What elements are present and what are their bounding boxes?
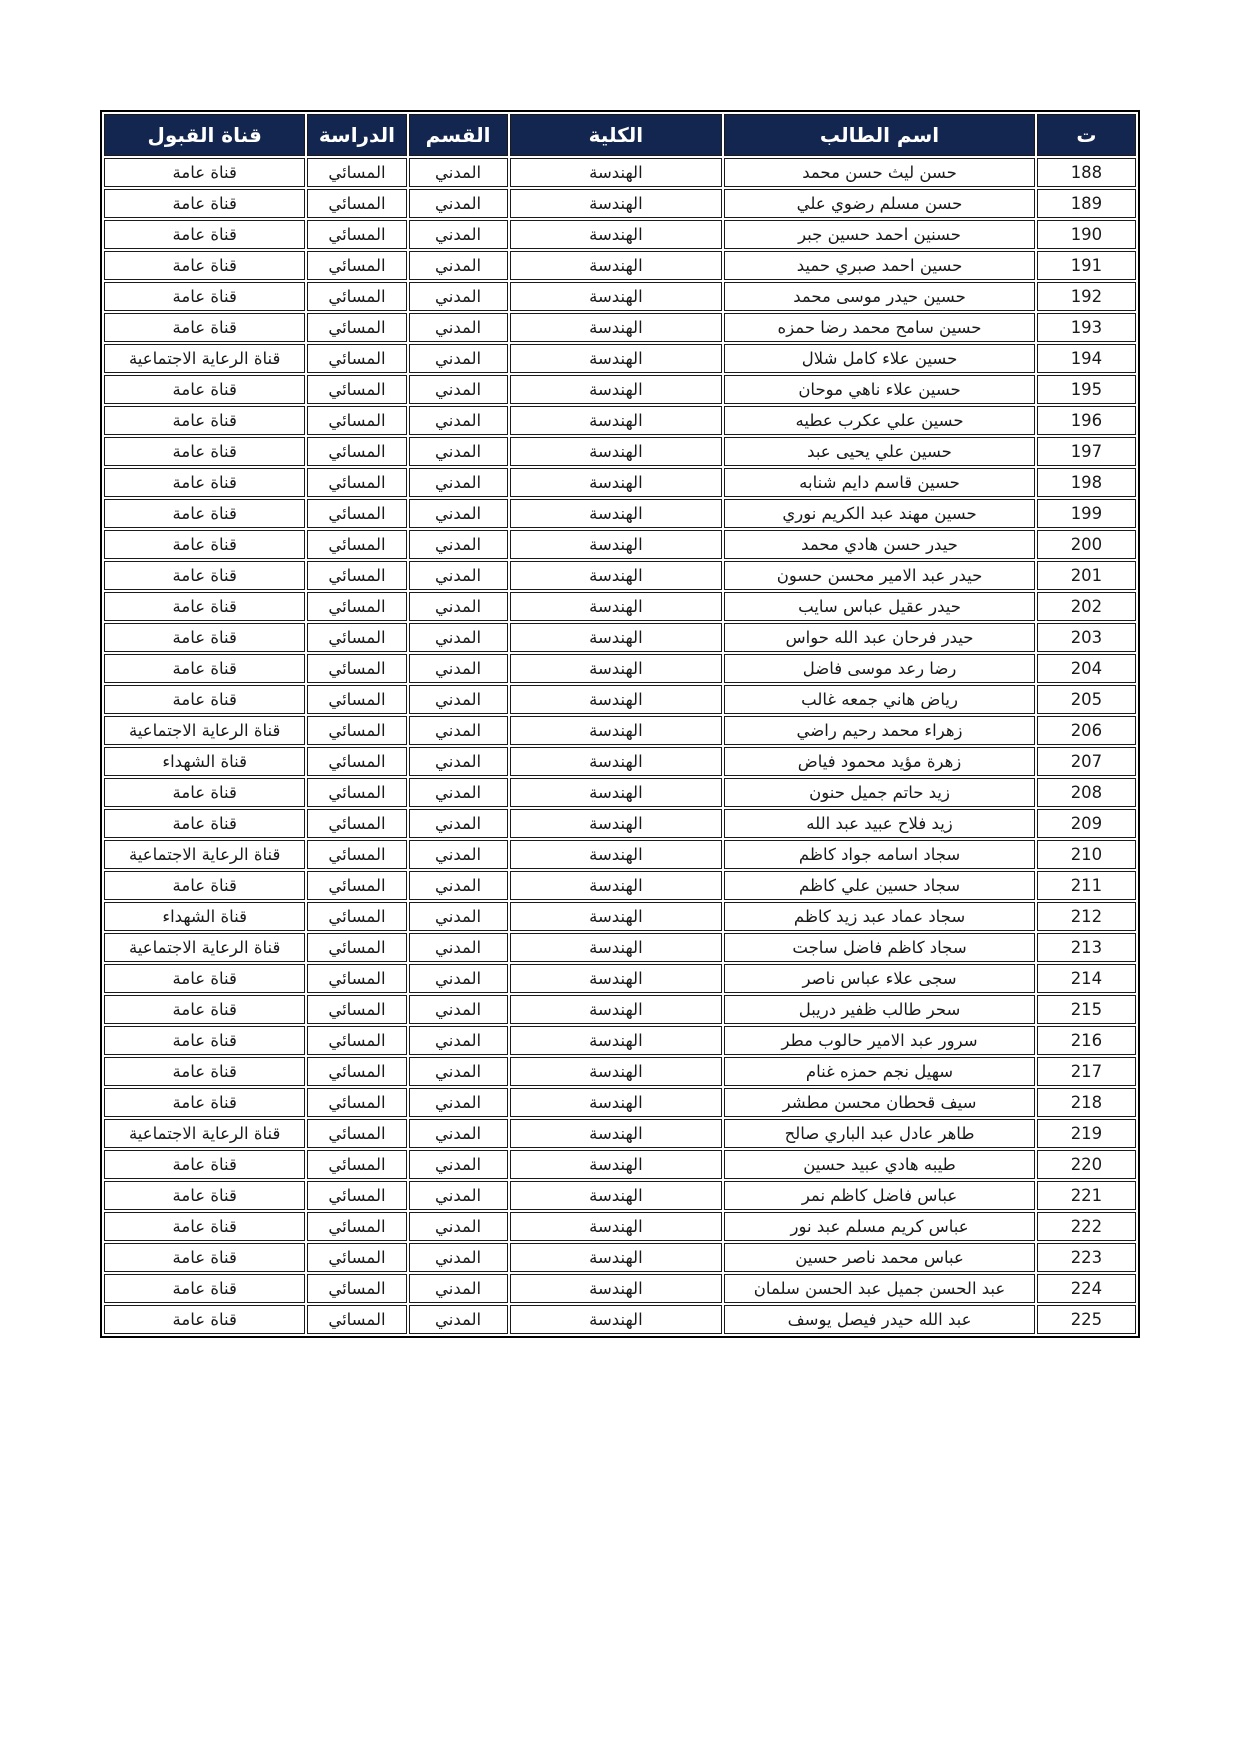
cell-name: عباس محمد ناصر حسين — [724, 1243, 1035, 1272]
header-college: الكلية — [510, 114, 723, 156]
cell-college: الهندسة — [510, 1150, 723, 1179]
table-row — [104, 282, 1136, 311]
cell-department: المدني — [409, 1057, 508, 1086]
cell-study: المسائي — [307, 375, 406, 404]
cell-index: 191 — [1037, 251, 1136, 280]
header-student-name: اسم الطالب — [724, 114, 1035, 156]
cell-college: الهندسة — [510, 933, 723, 962]
cell-name: رضا رعد موسى فاضل — [724, 654, 1035, 683]
cell-study: المسائي — [307, 809, 406, 838]
cell-college: الهندسة — [510, 189, 723, 218]
cell-study: المسائي — [307, 1305, 406, 1334]
cell-study: المسائي — [307, 902, 406, 931]
cell-college: الهندسة — [510, 871, 723, 900]
cell-department: المدني — [409, 685, 508, 714]
cell-channel: قناة عامة — [104, 685, 305, 714]
cell-index: 221 — [1037, 1181, 1136, 1210]
cell-name: حيدر عبد الامير محسن حسون — [724, 561, 1035, 590]
table-row — [104, 406, 1136, 435]
cell-name: عبد الله حيدر فيصل يوسف — [724, 1305, 1035, 1334]
cell-index: 197 — [1037, 437, 1136, 466]
cell-department: المدني — [409, 1243, 508, 1272]
cell-college: الهندسة — [510, 1026, 723, 1055]
cell-index: 211 — [1037, 871, 1136, 900]
cell-channel: قناة عامة — [104, 158, 305, 187]
cell-study: المسائي — [307, 995, 406, 1024]
cell-channel: قناة عامة — [104, 1181, 305, 1210]
cell-study: المسائي — [307, 344, 406, 373]
cell-college: الهندسة — [510, 840, 723, 869]
cell-name: طيبه هادي عبيد حسين — [724, 1150, 1035, 1179]
cell-study: المسائي — [307, 871, 406, 900]
cell-college: الهندسة — [510, 344, 723, 373]
cell-channel: قناة عامة — [104, 1243, 305, 1272]
header-admission-channel: قناة القبول — [104, 114, 305, 156]
cell-name: سهيل نجم حمزه غنام — [724, 1057, 1035, 1086]
cell-channel: قناة عامة — [104, 375, 305, 404]
cell-department: المدني — [409, 1026, 508, 1055]
table-row — [104, 344, 1136, 373]
cell-study: المسائي — [307, 1057, 406, 1086]
cell-college: الهندسة — [510, 685, 723, 714]
cell-index: 213 — [1037, 933, 1136, 962]
cell-name: حسين سامح محمد رضا حمزه — [724, 313, 1035, 342]
cell-college: الهندسة — [510, 592, 723, 621]
table-row — [104, 809, 1136, 838]
cell-name: حسين علاء ناهي موحان — [724, 375, 1035, 404]
cell-name: سيف قحطان محسن مطشر — [724, 1088, 1035, 1117]
cell-study: المسائي — [307, 1243, 406, 1272]
cell-study: المسائي — [307, 685, 406, 714]
cell-channel: قناة عامة — [104, 654, 305, 683]
cell-channel: قناة عامة — [104, 871, 305, 900]
cell-college: الهندسة — [510, 1088, 723, 1117]
table-body — [104, 158, 1136, 1334]
table-row — [104, 747, 1136, 776]
cell-department: المدني — [409, 1088, 508, 1117]
cell-name: حسنين احمد حسين جبر — [724, 220, 1035, 249]
cell-college: الهندسة — [510, 809, 723, 838]
cell-department: المدني — [409, 406, 508, 435]
table-row — [104, 1305, 1136, 1334]
cell-name: سجاد كاظم فاضل ساجت — [724, 933, 1035, 962]
table-row — [104, 1212, 1136, 1241]
cell-department: المدني — [409, 964, 508, 993]
table-row — [104, 933, 1136, 962]
table-row — [104, 592, 1136, 621]
cell-college: الهندسة — [510, 716, 723, 745]
cell-department: المدني — [409, 778, 508, 807]
cell-department: المدني — [409, 654, 508, 683]
cell-department: المدني — [409, 375, 508, 404]
cell-name: سجاد عماد عبد زيد كاظم — [724, 902, 1035, 931]
cell-department: المدني — [409, 933, 508, 962]
cell-channel: قناة الشهداء — [104, 747, 305, 776]
table-row — [104, 1088, 1136, 1117]
cell-department: المدني — [409, 344, 508, 373]
cell-index: 220 — [1037, 1150, 1136, 1179]
cell-study: المسائي — [307, 623, 406, 652]
cell-index: 217 — [1037, 1057, 1136, 1086]
cell-name: سجاد حسين علي كاظم — [724, 871, 1035, 900]
cell-index: 192 — [1037, 282, 1136, 311]
cell-department: المدني — [409, 716, 508, 745]
cell-index: 207 — [1037, 747, 1136, 776]
cell-name: سجاد اسامه جواد كاظم — [724, 840, 1035, 869]
table-row — [104, 778, 1136, 807]
cell-study: المسائي — [307, 933, 406, 962]
cell-study: المسائي — [307, 437, 406, 466]
cell-channel: قناة عامة — [104, 561, 305, 590]
cell-college: الهندسة — [510, 747, 723, 776]
cell-department: المدني — [409, 1274, 508, 1303]
cell-name: حسين قاسم دايم شنابه — [724, 468, 1035, 497]
cell-department: المدني — [409, 1181, 508, 1210]
table-row — [104, 561, 1136, 590]
cell-college: الهندسة — [510, 375, 723, 404]
table-row — [104, 158, 1136, 187]
cell-department: المدني — [409, 809, 508, 838]
cell-channel: قناة عامة — [104, 778, 305, 807]
cell-channel: قناة عامة — [104, 1026, 305, 1055]
cell-name: حسين علي يحيى عبد — [724, 437, 1035, 466]
cell-department: المدني — [409, 158, 508, 187]
cell-college: الهندسة — [510, 313, 723, 342]
cell-department: المدني — [409, 747, 508, 776]
cell-channel: قناة عامة — [104, 313, 305, 342]
cell-department: المدني — [409, 220, 508, 249]
cell-department: المدني — [409, 251, 508, 280]
header-index: ت — [1037, 114, 1136, 156]
cell-college: الهندسة — [510, 1119, 723, 1148]
table-row — [104, 995, 1136, 1024]
cell-channel: قناة عامة — [104, 1057, 305, 1086]
cell-index: 214 — [1037, 964, 1136, 993]
cell-channel: قناة الرعاية الاجتماعية — [104, 344, 305, 373]
cell-department: المدني — [409, 499, 508, 528]
cell-college: الهندسة — [510, 964, 723, 993]
cell-channel: قناة الرعاية الاجتماعية — [104, 716, 305, 745]
cell-study: المسائي — [307, 406, 406, 435]
cell-study: المسائي — [307, 1274, 406, 1303]
cell-study: المسائي — [307, 1181, 406, 1210]
cell-study: المسائي — [307, 251, 406, 280]
table-row — [104, 499, 1136, 528]
table-row — [104, 716, 1136, 745]
cell-study: المسائي — [307, 964, 406, 993]
cell-name: سجى علاء عباس ناصر — [724, 964, 1035, 993]
table-row — [104, 964, 1136, 993]
cell-index: 202 — [1037, 592, 1136, 621]
cell-name: زيد فلاح عبيد عبد الله — [724, 809, 1035, 838]
cell-channel: قناة عامة — [104, 406, 305, 435]
cell-college: الهندسة — [510, 778, 723, 807]
cell-index: 188 — [1037, 158, 1136, 187]
cell-name: زهراء محمد رحيم راضي — [724, 716, 1035, 745]
table-row — [104, 902, 1136, 931]
cell-name: حيدر حسن هادي محمد — [724, 530, 1035, 559]
cell-college: الهندسة — [510, 220, 723, 249]
cell-channel: قناة عامة — [104, 220, 305, 249]
cell-name: حسين علي عكرب عطيه — [724, 406, 1035, 435]
cell-study: المسائي — [307, 499, 406, 528]
cell-index: 200 — [1037, 530, 1136, 559]
cell-name: سرور عبد الامير حالوب مطر — [724, 1026, 1035, 1055]
cell-college: الهندسة — [510, 251, 723, 280]
header-study: الدراسة — [307, 114, 406, 156]
cell-index: 215 — [1037, 995, 1136, 1024]
table-row — [104, 1274, 1136, 1303]
cell-department: المدني — [409, 1150, 508, 1179]
table-row — [104, 840, 1136, 869]
cell-college: الهندسة — [510, 282, 723, 311]
table-row — [104, 251, 1136, 280]
cell-index: 194 — [1037, 344, 1136, 373]
table-header — [104, 114, 1136, 156]
cell-channel: قناة الرعاية الاجتماعية — [104, 933, 305, 962]
cell-college: الهندسة — [510, 995, 723, 1024]
cell-department: المدني — [409, 1305, 508, 1334]
cell-channel: قناة عامة — [104, 1212, 305, 1241]
cell-department: المدني — [409, 1119, 508, 1148]
cell-channel: قناة عامة — [104, 995, 305, 1024]
cell-study: المسائي — [307, 778, 406, 807]
cell-study: المسائي — [307, 530, 406, 559]
cell-name: سحر طالب ظفير دريبل — [724, 995, 1035, 1024]
cell-index: 204 — [1037, 654, 1136, 683]
cell-index: 198 — [1037, 468, 1136, 497]
cell-study: المسائي — [307, 747, 406, 776]
cell-department: المدني — [409, 995, 508, 1024]
cell-name: حسين علاء كامل شلال — [724, 344, 1035, 373]
cell-study: المسائي — [307, 1150, 406, 1179]
cell-index: 212 — [1037, 902, 1136, 931]
cell-channel: قناة عامة — [104, 282, 305, 311]
cell-name: حيدر فرحان عبد الله حواس — [724, 623, 1035, 652]
cell-index: 195 — [1037, 375, 1136, 404]
cell-index: 224 — [1037, 1274, 1136, 1303]
cell-index: 208 — [1037, 778, 1136, 807]
cell-study: المسائي — [307, 592, 406, 621]
cell-department: المدني — [409, 530, 508, 559]
header-row — [104, 114, 1136, 156]
cell-study: المسائي — [307, 313, 406, 342]
cell-department: المدني — [409, 592, 508, 621]
cell-department: المدني — [409, 561, 508, 590]
students-table-wrapper — [100, 110, 1140, 1338]
cell-college: الهندسة — [510, 499, 723, 528]
cell-channel: قناة عامة — [104, 623, 305, 652]
cell-name: حسين مهند عبد الكريم نوري — [724, 499, 1035, 528]
cell-channel: قناة عامة — [104, 468, 305, 497]
cell-college: الهندسة — [510, 623, 723, 652]
students-table — [100, 110, 1140, 1338]
cell-college: الهندسة — [510, 1212, 723, 1241]
cell-name: رياض هاني جمعه غالب — [724, 685, 1035, 714]
table-row — [104, 685, 1136, 714]
table-row — [104, 375, 1136, 404]
cell-college: الهندسة — [510, 1057, 723, 1086]
cell-channel: قناة عامة — [104, 964, 305, 993]
cell-college: الهندسة — [510, 654, 723, 683]
cell-department: المدني — [409, 282, 508, 311]
cell-index: 199 — [1037, 499, 1136, 528]
cell-index: 222 — [1037, 1212, 1136, 1241]
table-row — [104, 1243, 1136, 1272]
cell-index: 210 — [1037, 840, 1136, 869]
cell-study: المسائي — [307, 654, 406, 683]
cell-index: 196 — [1037, 406, 1136, 435]
cell-college: الهندسة — [510, 1243, 723, 1272]
cell-department: المدني — [409, 871, 508, 900]
cell-channel: قناة عامة — [104, 1150, 305, 1179]
cell-college: الهندسة — [510, 468, 723, 497]
cell-channel: قناة الرعاية الاجتماعية — [104, 840, 305, 869]
cell-name: حيدر عقيل عباس سايب — [724, 592, 1035, 621]
table-row — [104, 530, 1136, 559]
cell-index: 219 — [1037, 1119, 1136, 1148]
cell-college: الهندسة — [510, 902, 723, 931]
cell-channel: قناة عامة — [104, 437, 305, 466]
cell-name: حسن مسلم رضوي علي — [724, 189, 1035, 218]
cell-channel: قناة عامة — [104, 1088, 305, 1117]
cell-college: الهندسة — [510, 406, 723, 435]
cell-channel: قناة عامة — [104, 1274, 305, 1303]
cell-study: المسائي — [307, 158, 406, 187]
cell-college: الهندسة — [510, 1305, 723, 1334]
header-department: القسم — [409, 114, 508, 156]
cell-college: الهندسة — [510, 561, 723, 590]
table-row — [104, 654, 1136, 683]
cell-index: 218 — [1037, 1088, 1136, 1117]
table-row — [104, 1057, 1136, 1086]
table-row — [104, 871, 1136, 900]
cell-name: عباس كريم مسلم عبد نور — [724, 1212, 1035, 1241]
cell-name: حسين احمد صبري حميد — [724, 251, 1035, 280]
table-row — [104, 437, 1136, 466]
cell-name: حسين حيدر موسى محمد — [724, 282, 1035, 311]
cell-department: المدني — [409, 1212, 508, 1241]
cell-study: المسائي — [307, 282, 406, 311]
cell-college: الهندسة — [510, 1181, 723, 1210]
table-row — [104, 1181, 1136, 1210]
cell-index: 209 — [1037, 809, 1136, 838]
cell-name: عبد الحسن جميل عبد الحسن سلمان — [724, 1274, 1035, 1303]
cell-index: 201 — [1037, 561, 1136, 590]
cell-name: زيد حاتم جميل حنون — [724, 778, 1035, 807]
cell-channel: قناة عامة — [104, 530, 305, 559]
cell-channel: قناة عامة — [104, 499, 305, 528]
cell-department: المدني — [409, 840, 508, 869]
table-row — [104, 313, 1136, 342]
cell-channel: قناة عامة — [104, 1305, 305, 1334]
cell-study: المسائي — [307, 1026, 406, 1055]
cell-channel: قناة عامة — [104, 592, 305, 621]
cell-channel: قناة الرعاية الاجتماعية — [104, 1119, 305, 1148]
cell-channel: قناة عامة — [104, 189, 305, 218]
cell-name: حسن ليث حسن محمد — [724, 158, 1035, 187]
cell-study: المسائي — [307, 189, 406, 218]
cell-department: المدني — [409, 468, 508, 497]
cell-department: المدني — [409, 902, 508, 931]
cell-channel: قناة الشهداء — [104, 902, 305, 931]
cell-department: المدني — [409, 437, 508, 466]
cell-study: المسائي — [307, 1212, 406, 1241]
cell-channel: قناة عامة — [104, 251, 305, 280]
table-row — [104, 468, 1136, 497]
table-row — [104, 1026, 1136, 1055]
cell-study: المسائي — [307, 840, 406, 869]
cell-study: المسائي — [307, 561, 406, 590]
table-row — [104, 220, 1136, 249]
cell-college: الهندسة — [510, 1274, 723, 1303]
cell-index: 205 — [1037, 685, 1136, 714]
cell-college: الهندسة — [510, 437, 723, 466]
cell-name: عباس فاضل كاظم نمر — [724, 1181, 1035, 1210]
cell-department: المدني — [409, 189, 508, 218]
cell-department: المدني — [409, 623, 508, 652]
cell-study: المسائي — [307, 468, 406, 497]
cell-index: 203 — [1037, 623, 1136, 652]
table-row — [104, 623, 1136, 652]
cell-study: المسائي — [307, 1119, 406, 1148]
cell-index: 190 — [1037, 220, 1136, 249]
cell-college: الهندسة — [510, 530, 723, 559]
cell-name: طاهر عادل عبد الباري صالح — [724, 1119, 1035, 1148]
cell-index: 223 — [1037, 1243, 1136, 1272]
cell-study: المسائي — [307, 716, 406, 745]
cell-study: المسائي — [307, 220, 406, 249]
table-row — [104, 1119, 1136, 1148]
cell-index: 216 — [1037, 1026, 1136, 1055]
cell-department: المدني — [409, 313, 508, 342]
cell-index: 189 — [1037, 189, 1136, 218]
cell-college: الهندسة — [510, 158, 723, 187]
cell-channel: قناة عامة — [104, 809, 305, 838]
cell-index: 225 — [1037, 1305, 1136, 1334]
table-row — [104, 1150, 1136, 1179]
cell-index: 206 — [1037, 716, 1136, 745]
cell-study: المسائي — [307, 1088, 406, 1117]
cell-index: 193 — [1037, 313, 1136, 342]
table-row — [104, 189, 1136, 218]
cell-name: زهرة مؤيد محمود فياض — [724, 747, 1035, 776]
